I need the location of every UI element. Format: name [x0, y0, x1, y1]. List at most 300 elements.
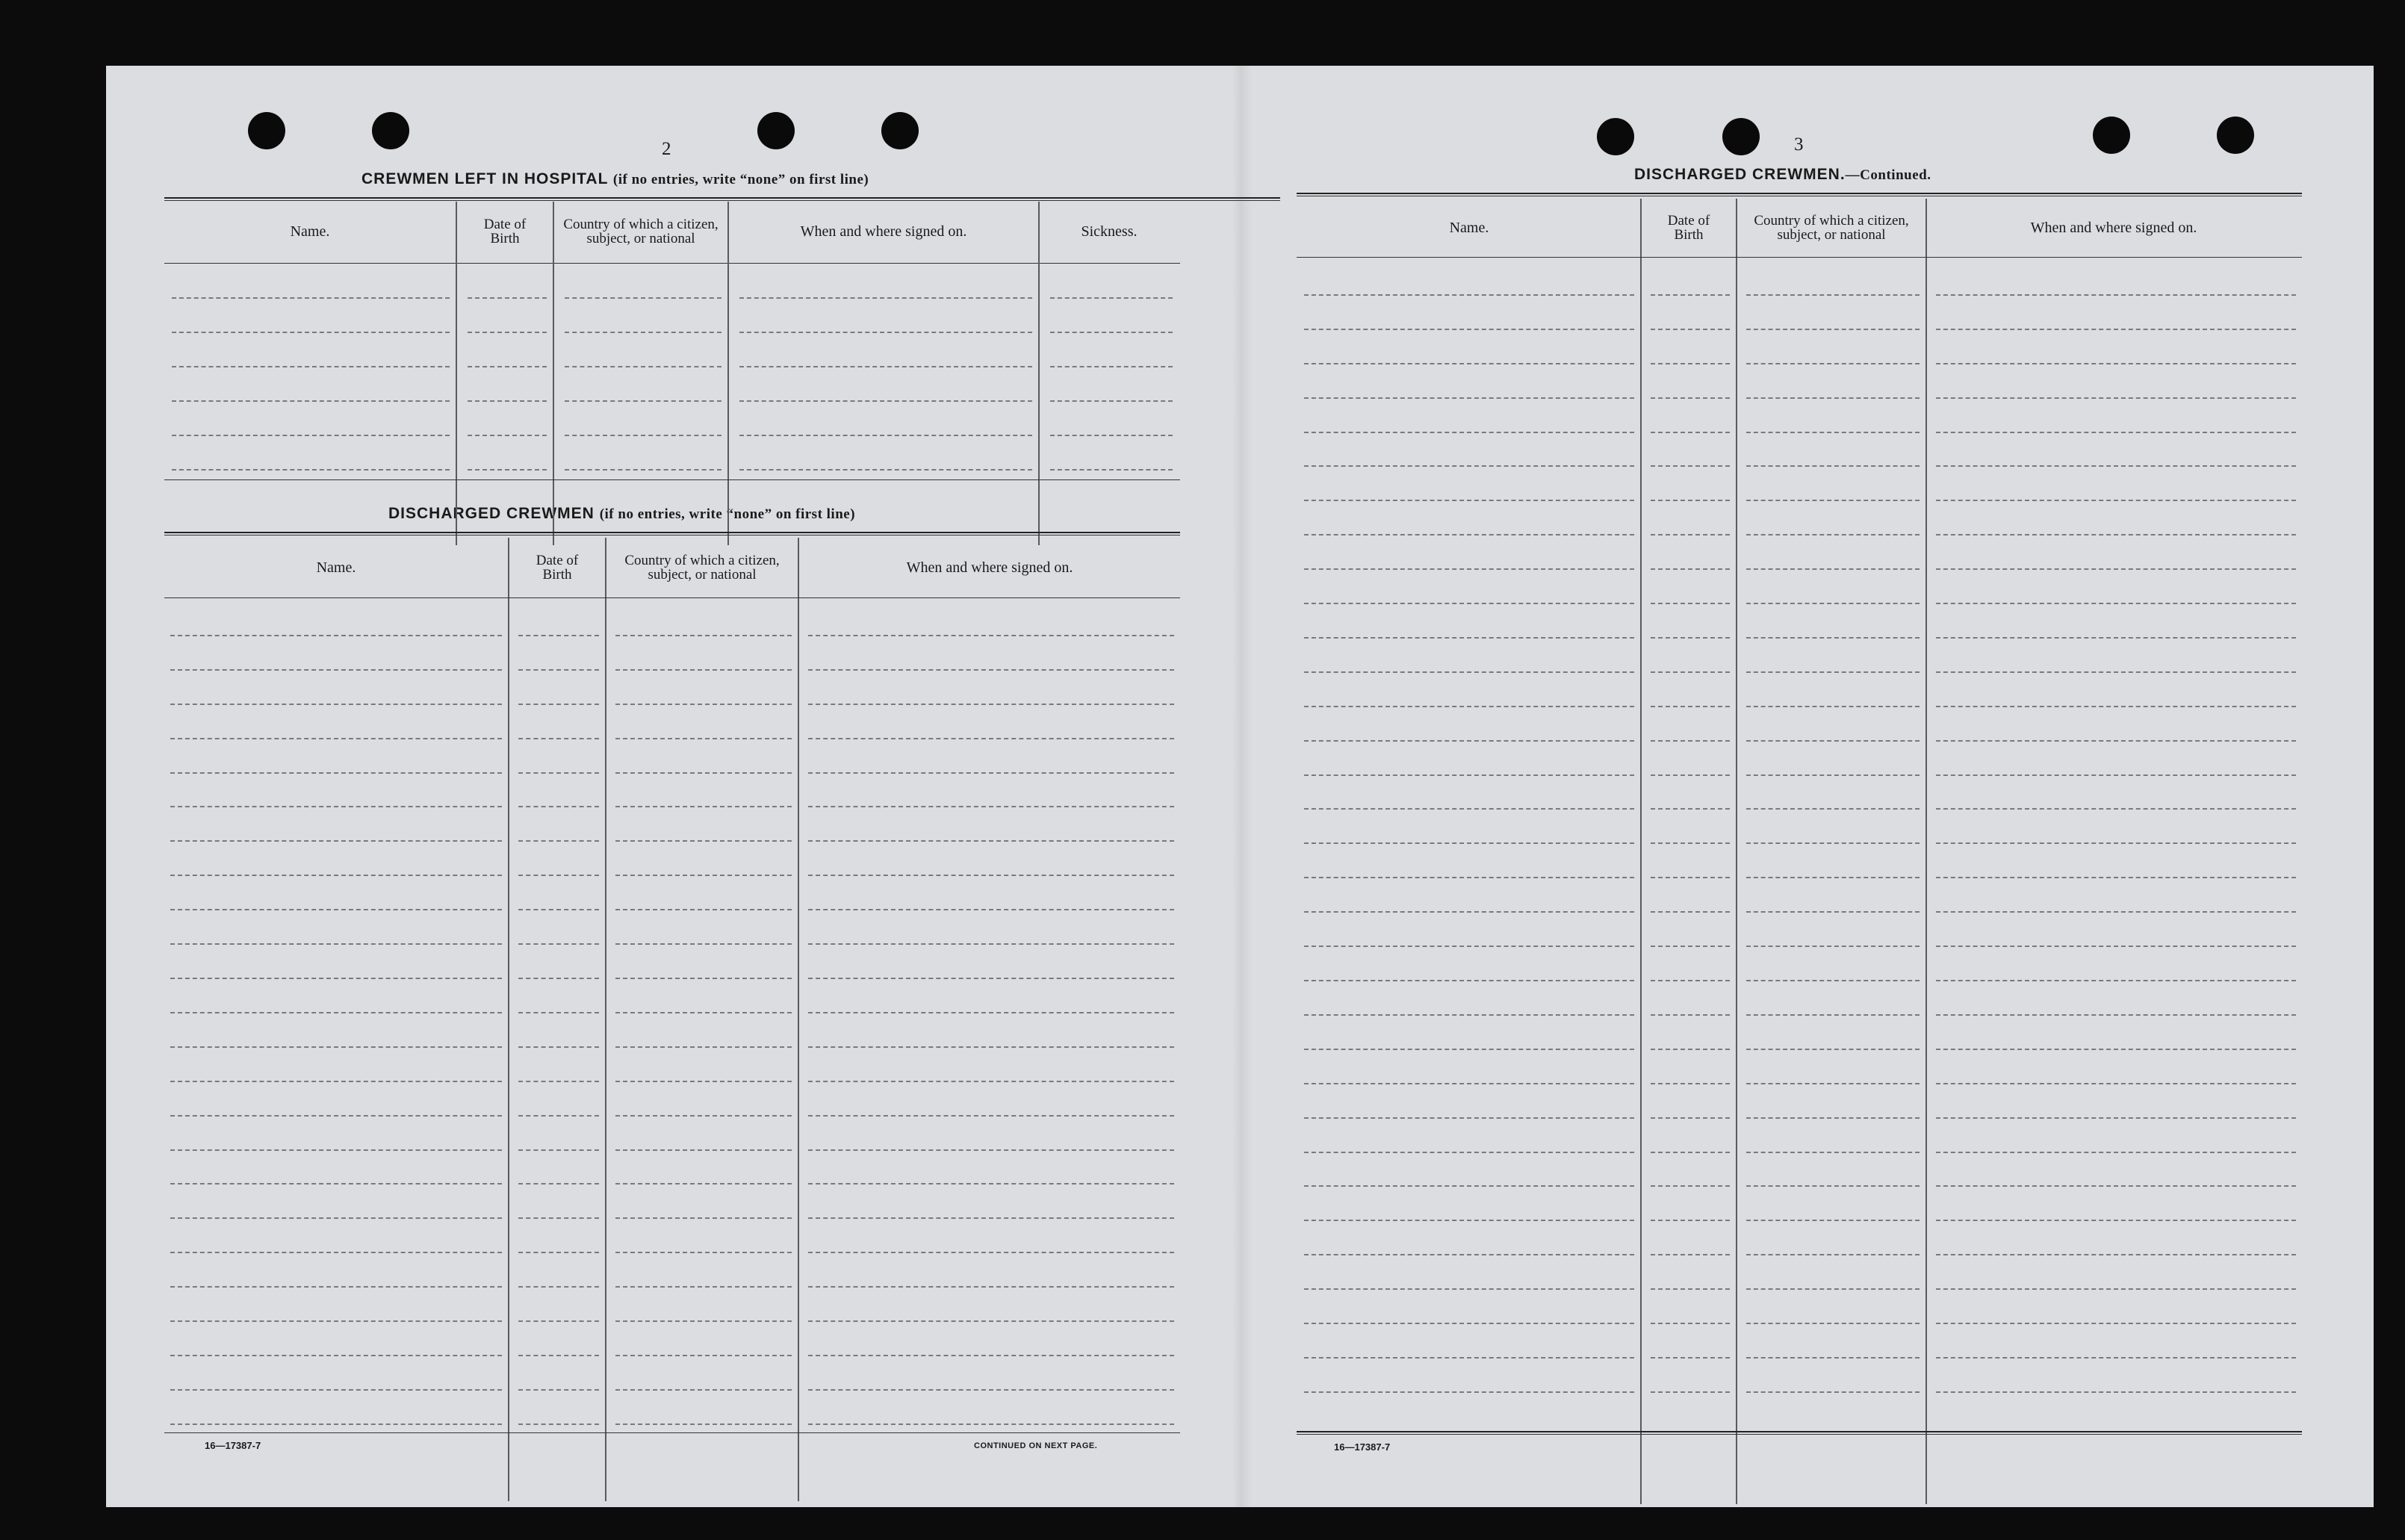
entry-line [1746, 808, 1920, 810]
entry-line [808, 669, 1174, 671]
entry-line [1746, 877, 1920, 878]
entry-line [170, 1081, 502, 1082]
column-divider [605, 538, 606, 1501]
column-divider [508, 538, 509, 1501]
entry-line [808, 806, 1174, 807]
entry-line [1651, 1152, 1730, 1153]
entry-line [518, 1149, 599, 1151]
continued-note: CONTINUED ON NEXT PAGE. [974, 1441, 1098, 1450]
column-divider [727, 202, 729, 545]
column-header-sickness: Sickness. [1081, 223, 1138, 240]
entry-line [1651, 432, 1730, 433]
entry-line [468, 366, 547, 367]
entry-line [615, 635, 792, 636]
header-bottom-rule [164, 263, 1180, 264]
column-divider [456, 202, 457, 545]
entry-line [1304, 1014, 1634, 1016]
entry-line [1651, 1220, 1730, 1221]
entry-line [1746, 1117, 1920, 1119]
entry-line [615, 806, 792, 807]
column-divider [1640, 199, 1642, 1504]
entry-line [170, 978, 502, 979]
entry-line [808, 1423, 1174, 1425]
entry-line [170, 704, 502, 705]
entry-line [1746, 329, 1920, 330]
entry-line [1651, 397, 1730, 399]
punch-hole [881, 112, 919, 149]
entry-line [1304, 740, 1634, 742]
entry-line [518, 943, 599, 945]
entry-line [615, 1320, 792, 1322]
entry-line [1746, 740, 1920, 742]
entry-line [1936, 1391, 2296, 1393]
entry-line [170, 1217, 502, 1219]
entry-line [1304, 1323, 1634, 1324]
entry-line [739, 435, 1032, 436]
entry-line [808, 1286, 1174, 1288]
column-header-country: Country of which a citizen, subject, or national [1754, 213, 1909, 243]
entry-line [170, 1183, 502, 1185]
entry-line [808, 978, 1174, 979]
continued-suffix: —Continued. [1845, 167, 1931, 183]
entry-line [1304, 877, 1634, 878]
entry-line [1304, 500, 1634, 501]
entry-line [1746, 1220, 1920, 1221]
punch-hole [757, 112, 795, 149]
column-divider [1925, 199, 1927, 1504]
column-header-signed-on: When and where signed on. [906, 559, 1073, 576]
entry-line [1651, 1117, 1730, 1119]
entry-line [1304, 1220, 1634, 1221]
entry-line [1936, 363, 2296, 364]
entry-line [1746, 294, 1920, 296]
entry-line [1304, 911, 1634, 913]
entry-line [1651, 1391, 1730, 1393]
entry-line [808, 772, 1174, 774]
entry-line [1651, 1323, 1730, 1324]
entry-line [615, 943, 792, 945]
entry-line [808, 909, 1174, 910]
entry-line [1304, 706, 1634, 707]
entry-line [1746, 1049, 1920, 1050]
entry-line [1746, 1014, 1920, 1016]
entry-line [808, 1217, 1174, 1219]
entry-line [808, 1389, 1174, 1391]
entry-line [170, 1012, 502, 1013]
entry-line [172, 332, 450, 333]
entry-line [615, 840, 792, 842]
entry-line [170, 1046, 502, 1048]
column-header-date-of-birth: Date of Birth [1667, 213, 1710, 243]
entry-line [1936, 603, 2296, 604]
entry-line [518, 1081, 599, 1082]
entry-line [518, 1286, 599, 1288]
entry-line [615, 669, 792, 671]
entry-line [565, 332, 722, 333]
entry-line [565, 435, 722, 436]
entry-line [615, 978, 792, 979]
entry-line [615, 875, 792, 876]
entry-line [615, 1012, 792, 1013]
entry-line [615, 1183, 792, 1185]
entry-line [1304, 774, 1634, 776]
entry-line [1651, 603, 1730, 604]
entry-line [1936, 465, 2296, 467]
entry-line [518, 978, 599, 979]
column-header-name: Name. [1449, 220, 1489, 236]
entry-line [1651, 671, 1730, 673]
discharged-note: (if no entries, write “none” on first line) [599, 506, 856, 522]
entry-line [1651, 1014, 1730, 1016]
punch-hole [372, 112, 409, 149]
entry-line [1304, 808, 1634, 810]
entry-line [468, 400, 547, 402]
entry-line [1651, 740, 1730, 742]
entry-line [1746, 363, 1920, 364]
entry-line [518, 1217, 599, 1219]
entry-line [518, 909, 599, 910]
entry-line [468, 435, 547, 436]
entry-line [1746, 1357, 1920, 1359]
entry-line [170, 943, 502, 945]
entry-line [170, 840, 502, 842]
entry-line [170, 875, 502, 876]
entry-line [1746, 911, 1920, 913]
column-divider [798, 538, 799, 1501]
entry-line [808, 1046, 1174, 1048]
entry-line [518, 875, 599, 876]
discharged-title: DISCHARGED CREWMEN. [1634, 166, 1846, 183]
entry-line [1746, 980, 1920, 981]
entry-line [1304, 980, 1634, 981]
entry-line [1651, 1254, 1730, 1255]
entry-line [1304, 1288, 1634, 1290]
entry-line [1304, 465, 1634, 467]
entry-line [1050, 366, 1173, 367]
entry-line [1651, 808, 1730, 810]
entry-line [172, 400, 450, 402]
entry-line [615, 1423, 792, 1425]
entry-line [1936, 1323, 2296, 1324]
header-bottom-rule [164, 597, 1180, 598]
entry-line [1651, 534, 1730, 535]
entry-line [1651, 842, 1730, 844]
entry-line [518, 772, 599, 774]
entry-line [518, 1355, 599, 1356]
entry-line [518, 669, 599, 671]
table-top-rule [164, 197, 1280, 201]
entry-line [1936, 1185, 2296, 1187]
entry-line [170, 738, 502, 739]
entry-line [808, 1252, 1174, 1253]
entry-line [518, 738, 599, 739]
entry-line [518, 806, 599, 807]
entry-line [808, 1115, 1174, 1117]
entry-line [565, 400, 722, 402]
entry-line [565, 366, 722, 367]
entry-line [615, 1149, 792, 1151]
entry-line [468, 297, 547, 299]
entry-line [518, 1423, 599, 1425]
entry-line [468, 332, 547, 333]
entry-line [1746, 1152, 1920, 1153]
entry-line [1746, 1391, 1920, 1393]
entry-line [172, 469, 450, 471]
entry-line [1651, 1288, 1730, 1290]
entry-line [739, 469, 1032, 471]
entry-line [1304, 397, 1634, 399]
entry-line [1050, 469, 1173, 471]
entry-line [615, 1389, 792, 1391]
entry-line [1936, 1152, 2296, 1153]
entry-line [615, 1046, 792, 1048]
entry-line [615, 738, 792, 739]
entry-line [1746, 465, 1920, 467]
entry-line [1651, 774, 1730, 776]
entry-line [1746, 1288, 1920, 1290]
entry-line [1936, 568, 2296, 570]
entry-line [1746, 534, 1920, 535]
entry-line [518, 1183, 599, 1185]
document-sheet [106, 66, 2374, 1507]
entry-line [808, 1149, 1174, 1151]
entry-line [1936, 1049, 2296, 1050]
column-header-name: Name. [316, 559, 356, 576]
entry-line [615, 909, 792, 910]
entry-line [1936, 980, 2296, 981]
entry-line [1746, 500, 1920, 501]
entry-line [170, 806, 502, 807]
entry-line [1304, 1185, 1634, 1187]
column-header-signed-on: When and where signed on. [800, 223, 967, 240]
entry-line [1050, 297, 1173, 299]
entry-line [615, 1081, 792, 1082]
entry-line [1304, 363, 1634, 364]
entry-line [739, 400, 1032, 402]
hospital-note: (if no entries, write “none” on first line) [612, 172, 869, 187]
header-bottom-rule [1297, 257, 2302, 258]
table-bottom-rule [164, 1432, 1180, 1433]
entry-line [1304, 842, 1634, 844]
punch-hole [2217, 117, 2254, 154]
entry-line [518, 840, 599, 842]
entry-line [1746, 946, 1920, 947]
entry-line [1304, 432, 1634, 433]
entry-line [1936, 329, 2296, 330]
entry-line [170, 909, 502, 910]
entry-line [1936, 774, 2296, 776]
entry-line [1304, 294, 1634, 296]
column-divider [553, 202, 554, 545]
entry-line [170, 1149, 502, 1151]
punch-hole [1722, 118, 1760, 155]
discharged-section-title [388, 505, 855, 523]
form-number: 16—17387-7 [1334, 1441, 1391, 1453]
entry-line [1304, 1254, 1634, 1255]
entry-line [1651, 637, 1730, 639]
entry-line [1651, 1357, 1730, 1359]
entry-line [1936, 740, 2296, 742]
entry-line [1746, 1254, 1920, 1255]
entry-line [1936, 671, 2296, 673]
entry-line [615, 1286, 792, 1288]
entry-line [615, 1115, 792, 1117]
form-number: 16—17387-7 [205, 1440, 261, 1451]
hospital-title: CREWMEN LEFT IN HOSPITAL [361, 170, 609, 187]
entry-line [808, 1320, 1174, 1322]
entry-line [1936, 1220, 2296, 1221]
entry-line [808, 1183, 1174, 1185]
entry-line [808, 1355, 1174, 1356]
entry-line [1746, 706, 1920, 707]
entry-line [808, 704, 1174, 705]
entry-line [1304, 329, 1634, 330]
entry-line [518, 1012, 599, 1013]
entry-line [1936, 1288, 2296, 1290]
entry-line [170, 1252, 502, 1253]
entry-line [468, 469, 547, 471]
entry-line [1651, 294, 1730, 296]
entry-line [1304, 568, 1634, 570]
entry-line [1746, 568, 1920, 570]
entry-line [615, 1355, 792, 1356]
entry-line [739, 366, 1032, 367]
entry-line [170, 669, 502, 671]
column-divider [1736, 199, 1737, 1504]
entry-line [170, 1320, 502, 1322]
table-top-rule [1297, 193, 2302, 196]
punch-hole [2093, 117, 2130, 154]
entry-line [1304, 1117, 1634, 1119]
entry-line [1651, 1185, 1730, 1187]
entry-line [518, 1389, 599, 1391]
table-bottom-rule [164, 479, 1180, 480]
entry-line [1746, 432, 1920, 433]
entry-line [1651, 329, 1730, 330]
column-divider [1038, 202, 1040, 545]
column-header-name: Name. [290, 223, 330, 240]
entry-line [1304, 1049, 1634, 1050]
entry-line [170, 1389, 502, 1391]
entry-line [1746, 1323, 1920, 1324]
column-header-date-of-birth: Date of Birth [483, 217, 527, 246]
entry-line [1651, 500, 1730, 501]
discharged-title: DISCHARGED CREWMEN [388, 505, 595, 522]
entry-line [1746, 671, 1920, 673]
entry-line [739, 297, 1032, 299]
entry-line [1304, 603, 1634, 604]
entry-line [615, 704, 792, 705]
page-fold [1232, 66, 1252, 1507]
table-top-rule [164, 532, 1180, 535]
entry-line [1936, 808, 2296, 810]
entry-line [808, 1012, 1174, 1013]
entry-line [170, 1286, 502, 1288]
punch-hole [248, 112, 285, 149]
entry-line [170, 1115, 502, 1117]
entry-line [172, 366, 450, 367]
entry-line [1304, 637, 1634, 639]
entry-line [518, 1115, 599, 1117]
entry-line [1050, 400, 1173, 402]
entry-line [1936, 1117, 2296, 1119]
entry-line [1936, 946, 2296, 947]
entry-line [1651, 1083, 1730, 1084]
entry-line [1304, 1152, 1634, 1153]
entry-line [1651, 1049, 1730, 1050]
entry-line [170, 1355, 502, 1356]
entry-line [1936, 911, 2296, 913]
entry-line [1936, 842, 2296, 844]
entry-line [1746, 1185, 1920, 1187]
entry-line [518, 704, 599, 705]
entry-line [1304, 1391, 1634, 1393]
column-header-country: Country of which a citizen, subject, or national [563, 217, 719, 246]
entry-line [1936, 1014, 2296, 1016]
entry-line [1746, 397, 1920, 399]
entry-line [1050, 435, 1173, 436]
entry-line [1936, 706, 2296, 707]
entry-line [1651, 980, 1730, 981]
hospital-section-title [361, 170, 869, 188]
entry-line [1050, 332, 1173, 333]
entry-line [1936, 432, 2296, 433]
entry-line [1651, 911, 1730, 913]
entry-line [615, 1252, 792, 1253]
entry-line [808, 943, 1174, 945]
entry-line [1936, 534, 2296, 535]
entry-line [1304, 671, 1634, 673]
entry-line [1746, 603, 1920, 604]
entry-line [518, 1252, 599, 1253]
column-header-signed-on: When and where signed on. [2030, 220, 2197, 236]
entry-line [1746, 1083, 1920, 1084]
table-bottom-rule [1297, 1431, 2302, 1435]
entry-line [172, 297, 450, 299]
entry-line [1651, 363, 1730, 364]
entry-line [739, 332, 1032, 333]
entry-line [1651, 946, 1730, 947]
entry-line [1936, 294, 2296, 296]
entry-line [1651, 706, 1730, 707]
entry-line [808, 840, 1174, 842]
entry-line [565, 297, 722, 299]
entry-line [1304, 1083, 1634, 1084]
entry-line [518, 1320, 599, 1322]
page-number: 2 [662, 139, 671, 159]
entry-line [170, 772, 502, 774]
entry-line [1936, 877, 2296, 878]
punch-hole [1597, 118, 1634, 155]
entry-line [1304, 946, 1634, 947]
entry-line [1746, 842, 1920, 844]
entry-line [808, 1081, 1174, 1082]
entry-line [170, 1423, 502, 1425]
column-header-country: Country of which a citizen, subject, or national [624, 553, 780, 583]
entry-line [172, 435, 450, 436]
entry-line [1746, 774, 1920, 776]
entry-line [615, 772, 792, 774]
entry-line [1936, 1357, 2296, 1359]
entry-line [1304, 1357, 1634, 1359]
entry-line [565, 469, 722, 471]
entry-line [1936, 500, 2296, 501]
page-number: 3 [1794, 134, 1804, 155]
entry-line [808, 875, 1174, 876]
entry-line [1746, 637, 1920, 639]
entry-line [1304, 534, 1634, 535]
entry-line [615, 1217, 792, 1219]
